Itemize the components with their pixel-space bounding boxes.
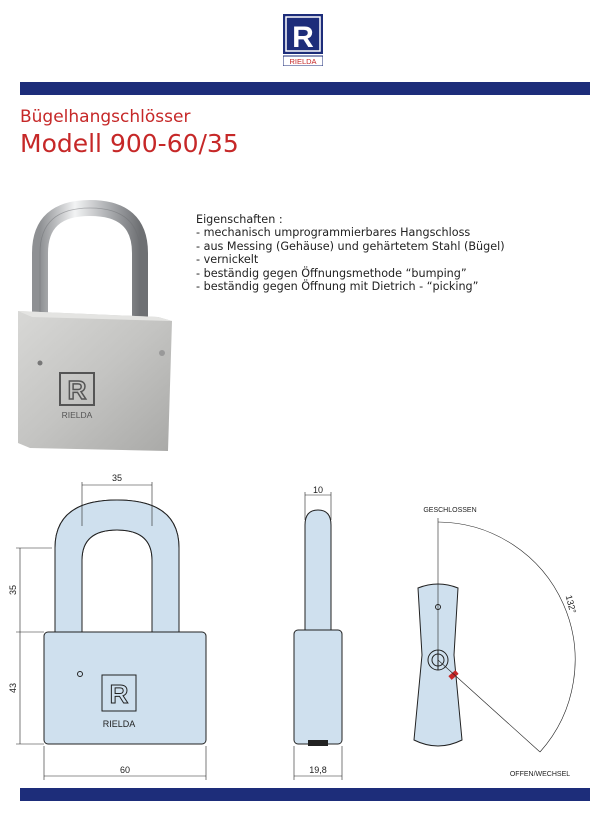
properties-title: Eigenschaften :	[196, 213, 283, 226]
properties-list	[196, 213, 505, 293]
property-item: - beständig gegen Öffnungsmethode “bumping”	[196, 266, 467, 280]
photo-logo-brand: RIELDA	[61, 410, 93, 420]
label-open: OFFEN/WECHSEL	[509, 771, 571, 778]
photo-logo-letter: R	[67, 375, 87, 405]
label-angle: 132°	[563, 593, 579, 615]
property-item: - beständig gegen Öffnung mit Dietrich - “picking”	[196, 280, 479, 294]
dim-body-height: 43	[8, 682, 18, 694]
padlock-photo	[10, 193, 180, 458]
top-view	[414, 507, 578, 778]
footer-bar	[20, 788, 590, 801]
technical-drawing	[0, 470, 606, 785]
dim-shackle-height: 35	[8, 584, 18, 596]
dim-body-width: 60	[119, 765, 131, 775]
dim-body-thickness: 19,8	[309, 765, 327, 775]
header-bar	[20, 82, 590, 95]
model-title: Modell 900-60/35	[20, 129, 239, 158]
category-title: Bügelhangschlösser	[20, 107, 191, 127]
side-view	[294, 485, 342, 780]
label-closed: GESCHLOSSEN	[423, 507, 477, 514]
drawing-logo-letter: R	[109, 679, 129, 709]
logo-brand-text: RIELDA	[289, 57, 317, 66]
rielda-logo	[283, 14, 323, 66]
property-item: - aus Messing (Gehäuse) und gehärtetem Stahl (Bügel)	[196, 239, 505, 253]
property-item: - mechanisch umprogrammierbares Hangschloss	[196, 226, 471, 240]
property-item: - vernickelt	[196, 253, 259, 267]
dim-shackle-width: 35	[111, 473, 123, 483]
logo-letter: R	[292, 21, 314, 54]
dim-shackle-thickness: 10	[312, 485, 324, 495]
drawing-logo-brand: RIELDA	[102, 719, 136, 729]
front-view	[8, 473, 206, 780]
